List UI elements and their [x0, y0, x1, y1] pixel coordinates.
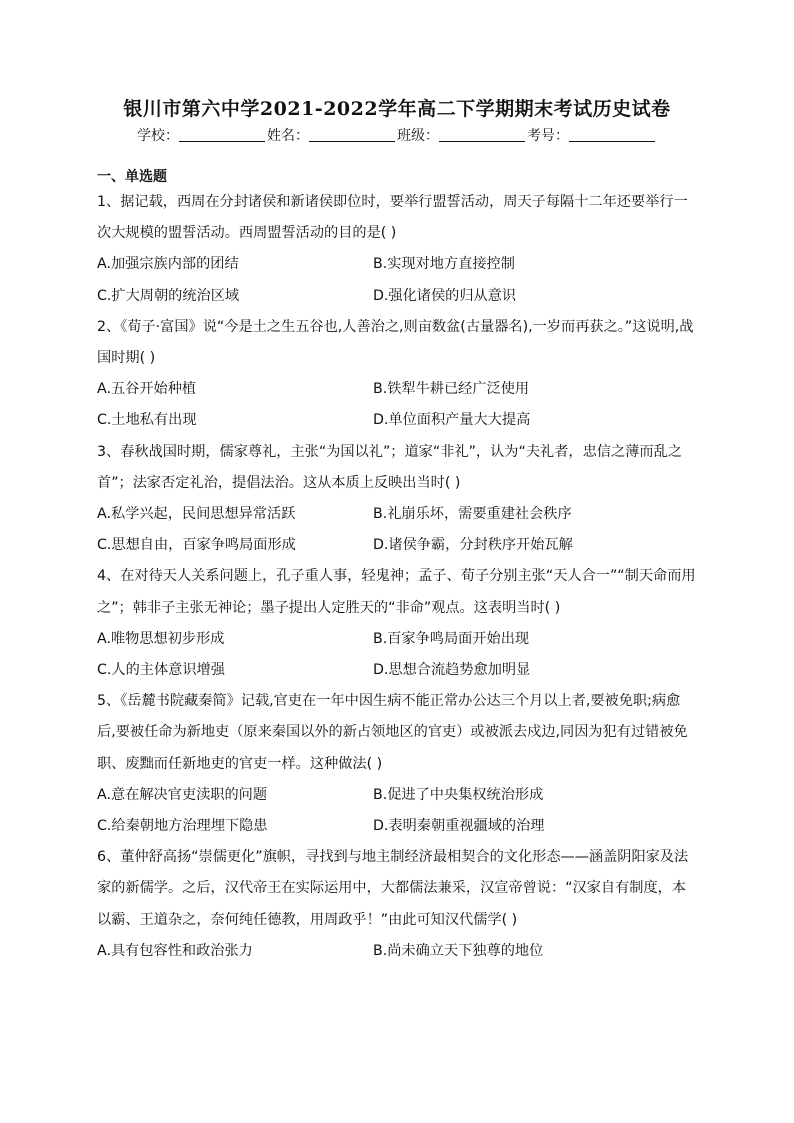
question-6: [97, 842, 697, 967]
name-label: 姓名：: [267, 128, 309, 144]
id-field: [527, 126, 657, 146]
option-b: B.促进了中央集权统治形成: [373, 786, 544, 803]
id-blank[interactable]: [569, 127, 655, 142]
question-options: [97, 936, 697, 967]
question-4: [97, 561, 697, 686]
exam-title: 银川市第六中学2021-2022学年高二下学期期末考试历史试卷: [123, 98, 671, 120]
id-label: 考号：: [527, 128, 569, 144]
option-d: D.单位面积产量大大提高: [373, 412, 531, 429]
question-options: [97, 499, 697, 561]
option-d: D.表明秦朝重视疆域的治理: [373, 818, 545, 835]
option-c: C.人的主体意识增强: [97, 662, 225, 679]
question-options: [97, 374, 697, 436]
option-a: A.加强宗族内部的团结: [97, 256, 239, 273]
question-list: [97, 187, 697, 967]
option-a: A.唯物思想初步形成: [97, 630, 225, 647]
question-stem: 6、董仲舒高扬“崇儒更化”旗帜，寻找到与地主制经济最相契合的文化形态——涵盖阴阳家及法家的新儒学。之后，汉代帝王在实际运用中，大都儒法兼采，汉宣帝曾说：“汉家自有制度，本以霸、王道杂之，奈何纯任德教，用周政乎！”由此可知汉代儒学( ): [97, 849, 689, 928]
option-a: A.私学兴起，民间思想异常活跃: [97, 506, 296, 523]
class-field: [397, 126, 527, 146]
question-stem: 2、《荀子·富国》说“今是土之生五谷也,人善治之,则亩数盆(古量器名),一岁而再获之。”这说明,战国时期( ): [97, 318, 694, 367]
option-d: D.思想合流趋势愈加明显: [373, 662, 531, 679]
option-c: C.扩大周朝的统治区域: [97, 287, 240, 304]
question-stem: 4、在对待天人关系问题上，孔子重人事，轻鬼神；孟子、荀子分别主张“天人合一”“制天命而用之”；韩非子主张无神论；墨子提出人定胜天的“非命”观点。这表明当时( ): [97, 568, 696, 616]
section-title: 一、单选题: [97, 169, 167, 185]
question-stem: 5、《岳麓书院藏秦简》记载,官吏在一年中因生病不能正常办公达三个月以上者,要被免职;病愈后,要被任命为新地吏（原来秦国以外的新占领地区的官吏）或被派去戍边,同因为犯有过错被免职、废黜而任新地吏的官吏一样。这种做法( ): [97, 693, 688, 772]
option-c: C.思想自由，百家争鸣局面形成: [97, 537, 296, 554]
school-blank[interactable]: [179, 127, 265, 142]
question-options: [97, 249, 697, 311]
option-b: B.百家争鸣局面开始出现: [373, 630, 530, 647]
question-stem: 3、春秋战国时期，儒家尊礼，主张“为国以礼”；道家“非礼”，认为“夫礼者，忠信之薄而乱之首”；法家否定礼治，提倡法治。这从本质上反映出当时( ): [97, 443, 682, 491]
option-a: A.具有包容性和政治张力: [97, 942, 253, 959]
question-2: [97, 312, 697, 437]
option-c: C.给秦朝地方治理埋下隐患: [97, 818, 268, 835]
class-blank[interactable]: [439, 127, 525, 142]
option-d: D.强化诸侯的归从意识: [373, 287, 517, 304]
question-options: [97, 780, 697, 842]
school-label: 学校：: [137, 128, 179, 144]
question-options: [97, 624, 697, 686]
option-b: B.尚未确立天下独尊的地位: [373, 942, 544, 959]
option-d: D.诸侯争霸，分封秩序开始瓦解: [373, 537, 573, 554]
school-field: [137, 126, 267, 146]
name-field: [267, 126, 397, 146]
option-a: A.意在解决官吏渎职的问题: [97, 786, 268, 803]
option-b: B.铁犁牛耕已经广泛使用: [373, 381, 530, 398]
option-b: B.实现对地方直接控制: [373, 256, 515, 273]
question-stem: 1、据记载，西周在分封诸侯和新诸侯即位时，要举行盟誓活动，周天子每隔十二年还要举行一次大规模的盟誓活动。西周盟誓活动的目的是( ): [97, 194, 688, 242]
question-3: [97, 437, 697, 562]
option-c: C.土地私有出现: [97, 412, 197, 429]
question-1: [97, 187, 697, 312]
question-5: [97, 686, 697, 842]
name-blank[interactable]: [309, 127, 395, 142]
class-label: 班级：: [397, 128, 439, 144]
student-info-line: [0, 126, 794, 146]
option-a: A.五谷开始种植: [97, 381, 197, 398]
option-b: B.礼崩乐坏，需要重建社会秩序: [373, 506, 572, 523]
